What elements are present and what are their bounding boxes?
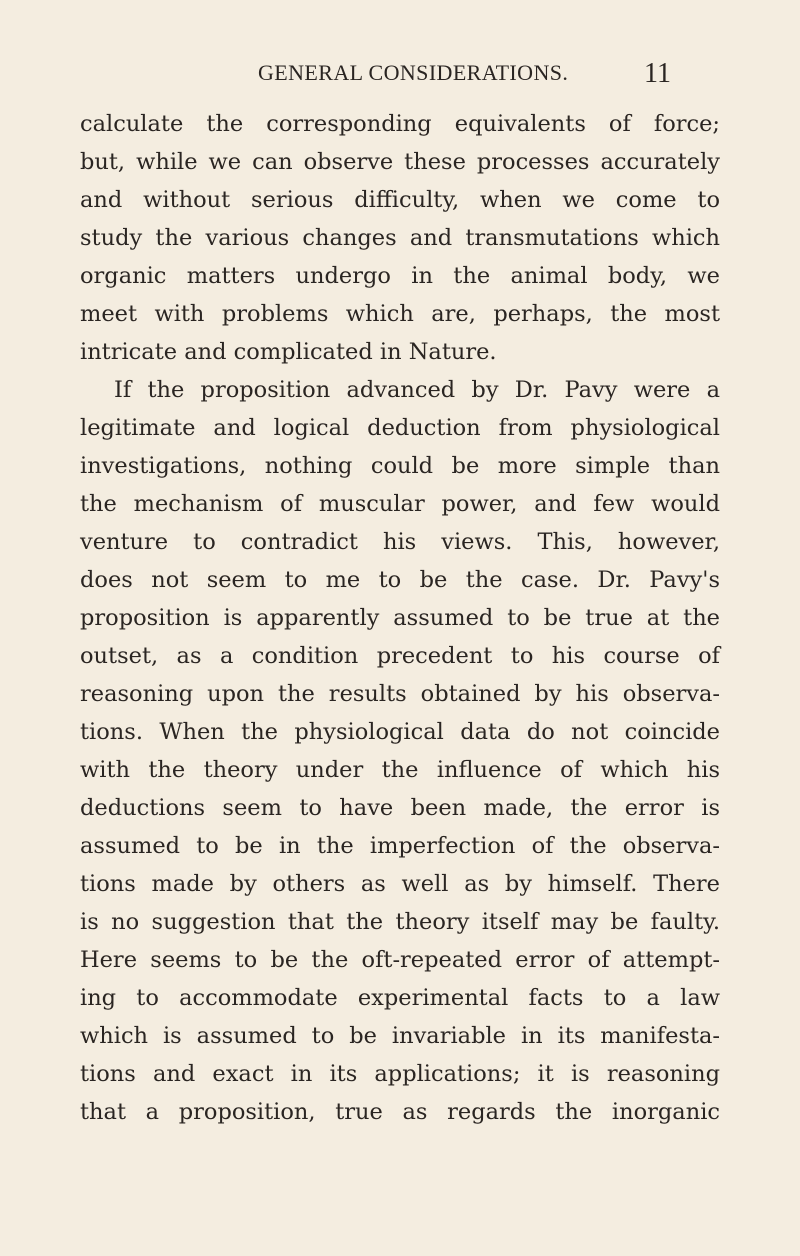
text-line: which is assumed to be invariable in its manifesta- bbox=[80, 1023, 720, 1049]
text-line: investigations, nothing could be more simple than bbox=[80, 453, 720, 479]
text-line: ing to accommodate experimental facts to a law bbox=[80, 985, 720, 1011]
text-line: legitimate and logical deduction from physiological bbox=[80, 415, 720, 441]
text-line: tions made by others as well as by himself. There bbox=[80, 871, 720, 897]
text-line: calculate the corresponding equivalents of force; bbox=[80, 111, 720, 137]
text-line: meet with problems which are, perhaps, the most bbox=[80, 301, 720, 327]
text-line: Here seems to be the oft-repeated error of attempt- bbox=[80, 947, 720, 973]
text-line: organic matters undergo in the animal body, we bbox=[80, 263, 720, 289]
text-line: outset, as a condition precedent to his course of bbox=[80, 643, 720, 669]
paragraph-first-line: If the proposition advanced by Dr. Pavy were a bbox=[114, 377, 720, 403]
text-line: intricate and complicated in Nature. bbox=[80, 339, 497, 365]
text-line: does not seem to me to be the case. Dr. Pavy's bbox=[80, 567, 720, 593]
running-title: GENERAL CONSIDERATIONS. bbox=[258, 60, 569, 85]
running-head bbox=[258, 60, 758, 96]
text-line: proposition is apparently assumed to be true at the bbox=[80, 605, 720, 631]
text-line: with the theory under the influence of which his bbox=[80, 757, 720, 783]
text-line: but, while we can observe these processes accurately bbox=[80, 149, 720, 175]
text-line: the mechanism of muscular power, and few would bbox=[80, 491, 720, 517]
text-line: tions. When the physiological data do not coincide bbox=[80, 719, 720, 745]
text-line: venture to contradict his views. This, however, bbox=[80, 529, 720, 555]
text-line: and without serious difficulty, when we come to bbox=[80, 187, 720, 213]
text-line: tions and exact in its applications; it is reasoning bbox=[80, 1061, 720, 1087]
text-line: that a proposition, true as regards the inorganic bbox=[80, 1099, 720, 1125]
text-line: study the various changes and transmutations which bbox=[80, 225, 720, 251]
text-line: assumed to be in the imperfection of the observa- bbox=[80, 833, 720, 859]
text-line: reasoning upon the results obtained by his observa- bbox=[80, 681, 720, 707]
page-number: 11 bbox=[644, 58, 671, 89]
text-line: is no suggestion that the theory itself may be faulty. bbox=[80, 909, 720, 935]
text-line: deductions seem to have been made, the error is bbox=[80, 795, 720, 821]
